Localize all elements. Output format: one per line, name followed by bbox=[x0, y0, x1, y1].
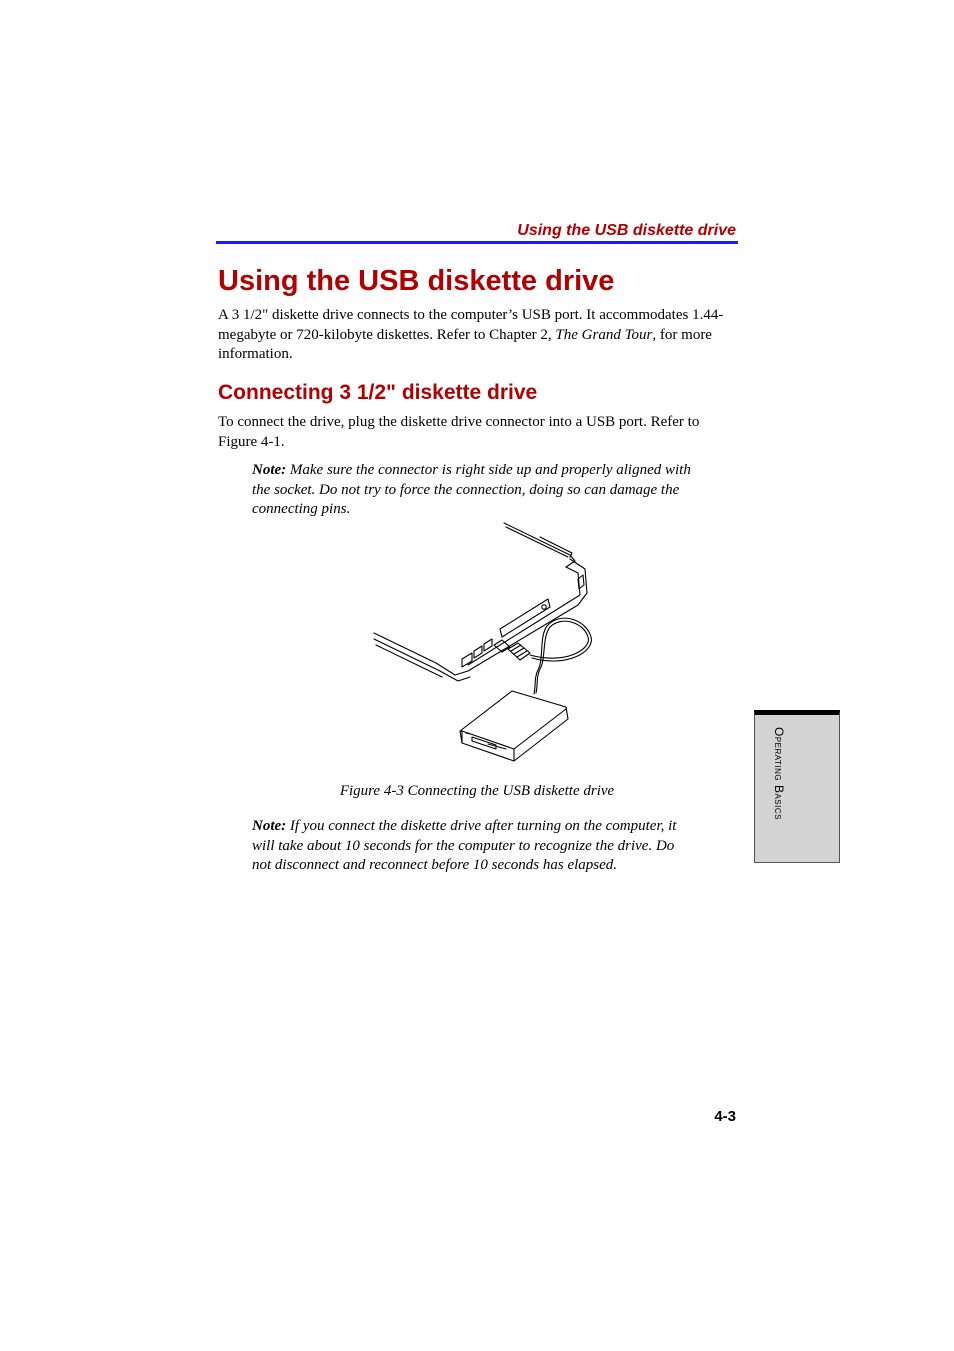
note-text: Make sure the connector is right side up and properly aligned with the socket. Do not try to force the connection, doing so can damage the connecting pins. bbox=[252, 462, 691, 517]
chapter-side-tab bbox=[754, 710, 840, 863]
page-number: 4-3 bbox=[714, 1108, 736, 1125]
intro-text-after: , for more information. bbox=[218, 326, 712, 362]
header-rule bbox=[216, 241, 738, 244]
intro-paragraph bbox=[218, 306, 738, 365]
connect-paragraph: To connect the drive, plug the diskette drive connector into a USB port. Refer to Figure 4-1. bbox=[218, 414, 700, 450]
chapter-title: The Grand Tour bbox=[555, 326, 653, 343]
note-recognition-delay bbox=[252, 817, 692, 876]
running-header: Using the USB diskette drive bbox=[517, 222, 736, 239]
note-label: Note: bbox=[252, 818, 287, 834]
figure-caption: Figure 4-3 Connecting the USB diskette drive bbox=[339, 783, 615, 799]
intro-text-before: A 3 1/2" diskette drive connects to the computer’s USB port. It accommodates 1.44-megabyte or 720-kilobyte diskettes. Refer to Chapter 2, bbox=[218, 307, 724, 343]
note-label: Note: bbox=[252, 462, 287, 478]
usb-diskette-drive-illustration bbox=[370, 519, 592, 767]
section-heading: Connecting 3 1/2" diskette drive bbox=[218, 381, 538, 404]
note-connector bbox=[252, 461, 692, 520]
page-title: Using the USB diskette drive bbox=[218, 265, 615, 297]
side-tab-label: Operating Basics bbox=[772, 727, 786, 820]
note-text: If you connect the diskette drive after turning on the computer, it will take about 10 seconds for the computer to recognize the drive. Do not disconnect and reconnect before 10 seconds has elapsed. bbox=[252, 818, 677, 873]
